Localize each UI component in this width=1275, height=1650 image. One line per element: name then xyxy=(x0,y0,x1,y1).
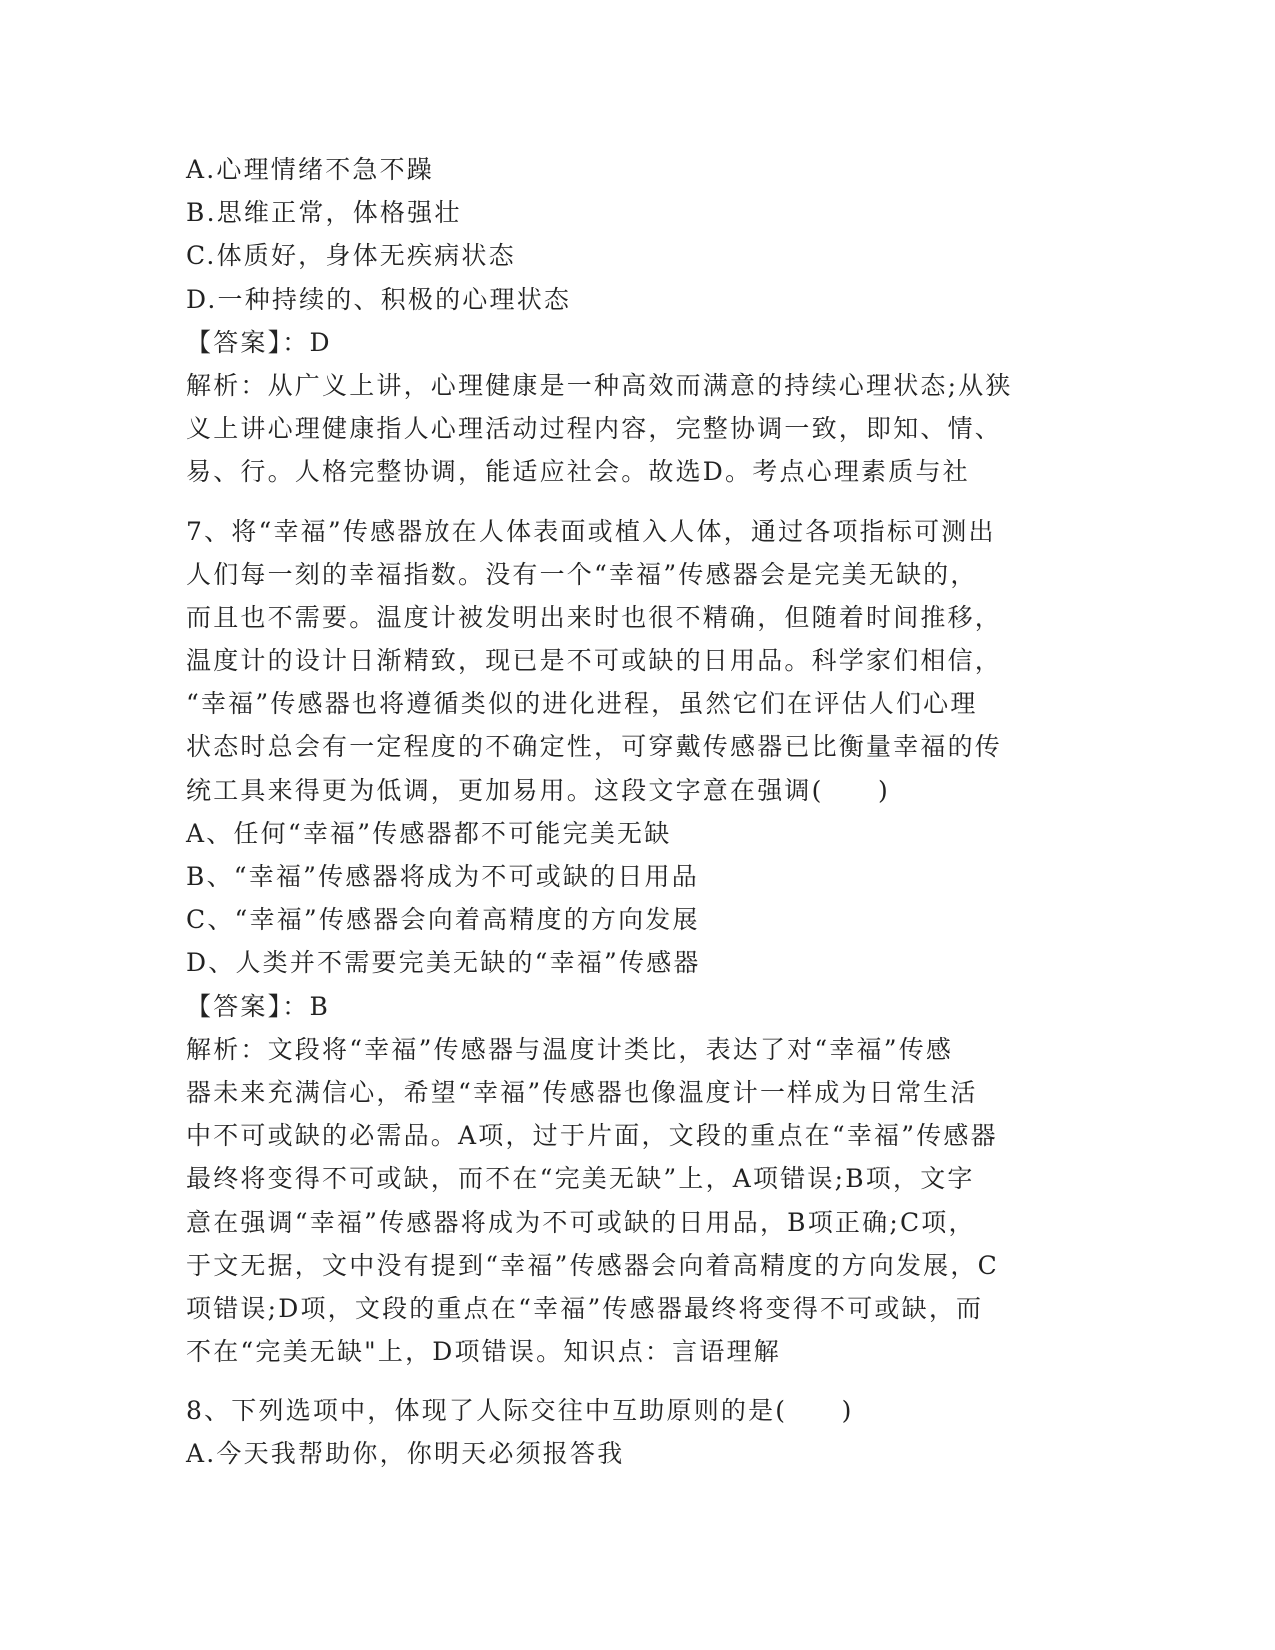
q7-question-line: 状态时总会有一定程度的不确定性，可穿戴传感器已比衡量幸福的传 xyxy=(186,732,1003,762)
paragraph-gap xyxy=(186,1373,1076,1389)
question-7 xyxy=(186,510,1076,1374)
q6-option-c: C.体质好，身体无疾病状态 xyxy=(186,241,516,271)
q8-question-line: 8、下列选项中，体现了人际交往中互助原则的是( ) xyxy=(186,1396,854,1426)
q6-option-b: B.思维正常，体格强壮 xyxy=(186,198,462,228)
q7-option-a: A、任何“幸福”传感器都不可能完美无缺 xyxy=(186,818,672,848)
q7-answer: 【答案】：B xyxy=(186,991,331,1021)
q7-analysis-line: 解析：文段将“幸福”传感器与温度计类比，表达了对“幸福”传感 xyxy=(186,1034,954,1064)
q7-analysis-line: 于文无据，文中没有提到“幸福”传感器会向着高精度的方向发展，C xyxy=(186,1250,999,1280)
q6-option-a: A.心理情绪不急不躁 xyxy=(186,155,435,184)
q6-answer: 【答案】：D xyxy=(186,327,332,357)
q7-question-line: 人们每一刻的幸福指数。没有一个“幸福”传感器会是完美无缺的， xyxy=(186,559,978,589)
q7-option-b: B、“幸福”传感器将成为不可或缺的日用品 xyxy=(186,862,699,891)
q6-analysis-line: 解析：从广义上讲，心理健康是一种高效而满意的持续心理状态;从狭 xyxy=(186,370,1013,400)
q7-analysis-line: 最终将变得不可或缺，而不在“完美无缺”上，A项错误;B项，文字 xyxy=(186,1164,975,1194)
paragraph-gap xyxy=(186,494,1076,510)
q7-question-line: 温度计的设计日渐精致，现已是不可或缺的日用品。科学家们相信， xyxy=(186,646,1003,676)
q7-question-line: 7、将“幸福”传感器放在人体表面或植入人体，通过各项指标可测出 xyxy=(186,516,996,546)
q6-option-d: D.一种持续的、积极的心理状态 xyxy=(186,284,572,314)
q7-option-d: D、人类并不需要完美无缺的“幸福”传感器 xyxy=(186,948,701,978)
q7-option-c: C、“幸福”传感器会向着高精度的方向发展 xyxy=(186,905,700,935)
q7-analysis-line: 意在强调“幸福”传感器将成为不可或缺的日用品，B项正确;C项， xyxy=(186,1207,976,1237)
q8-option-a: A.今天我帮助你，你明天必须报答我 xyxy=(186,1439,625,1469)
q7-question-line: 统工具来得更为低调，更加易用。这段文字意在强调( ) xyxy=(186,775,890,805)
q6-analysis-line: 义上讲心理健康指人心理活动过程内容，完整协调一致，即知、情、 xyxy=(186,414,1003,444)
q7-analysis-line: 器未来充满信心，希望“幸福”传感器也像温度计一样成为日常生活 xyxy=(186,1077,978,1107)
question-8 xyxy=(186,1389,1076,1475)
q7-analysis-line: 不在“完美无缺"上，D项错误。知识点：言语理解 xyxy=(186,1337,781,1367)
q7-question-line: “幸福”传感器也将遵循类似的进化进程，虽然它们在评估人们心理 xyxy=(186,689,978,719)
question-6 xyxy=(186,148,1076,494)
q6-analysis-line: 易、行。人格完整协调，能适应社会。故选D。考点心理素质与社 xyxy=(186,457,970,487)
q7-analysis-line: 项错误;D项，文段的重点在“幸福”传感器最终将变得不可或缺，而 xyxy=(186,1293,984,1323)
q7-question-line: 而且也不需要。温度计被发明出来时也很不精确，但随着时间推移， xyxy=(186,602,1003,632)
document-content xyxy=(186,148,1076,1476)
q7-analysis-line: 中不可或缺的必需品。A项，过于片面，文段的重点在“幸福”传感器 xyxy=(186,1121,998,1151)
